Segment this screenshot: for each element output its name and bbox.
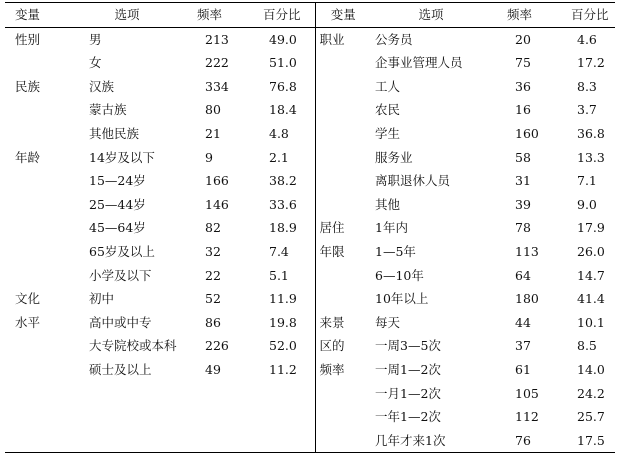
cell-frequency-right: 16 <box>515 102 531 118</box>
table-row <box>5 169 615 193</box>
cell-frequency-right: 31 <box>515 173 531 189</box>
cell-frequency-left: 222 <box>205 55 229 71</box>
table-body <box>5 27 615 453</box>
cell-option-left <box>69 429 185 453</box>
cell-frequency-left: 21 <box>205 125 221 141</box>
respondent-statistics-table <box>5 2 615 453</box>
cell-frequency-left: 32 <box>205 243 221 259</box>
header-frequency-left: 频率 <box>197 7 223 22</box>
cell-frequency-left: 86 <box>205 314 221 330</box>
cell-variable-right <box>315 169 367 193</box>
cell-percent-left <box>247 405 315 429</box>
cell-frequency-right: 58 <box>515 149 531 165</box>
cell-frequency-left: 9 <box>205 149 213 165</box>
cell-option-left: 65岁及以上 <box>89 243 155 259</box>
cell-option-right: 一周3—5次 <box>375 338 441 354</box>
cell-variable-right <box>315 382 367 406</box>
cell-percent-right: 17.5 <box>577 432 605 448</box>
cell-variable-right <box>315 98 367 122</box>
cell-variable-left: 文化 <box>15 291 41 307</box>
table-row <box>5 264 615 288</box>
cell-variable-right: 频率 <box>315 358 367 382</box>
cell-option-right: 每天 <box>375 314 401 330</box>
cell-percent-left: 49.0 <box>269 31 297 47</box>
cell-option-right: 学生 <box>375 125 401 141</box>
cell-option-right: 离职退休人员 <box>375 173 451 189</box>
cell-variable-right: 年限 <box>315 240 367 264</box>
cell-percent-left: 52.0 <box>269 338 297 354</box>
cell-option-left: 25—44岁 <box>89 196 146 212</box>
cell-variable-left: 年龄 <box>15 149 41 165</box>
cell-variable-right: 区的 <box>315 334 367 358</box>
cell-percent-left: 18.9 <box>269 220 297 236</box>
cell-option-right: 公务员 <box>375 31 413 47</box>
cell-variable-left: 水平 <box>15 314 41 330</box>
cell-option-right: 一年1—2次 <box>375 409 441 425</box>
cell-percent-right: 17.2 <box>577 55 605 71</box>
cell-frequency-right: 105 <box>515 385 539 401</box>
table-row <box>5 146 615 170</box>
cell-frequency-right: 37 <box>515 338 531 354</box>
cell-variable-right: 职业 <box>315 27 367 51</box>
table-row <box>5 382 615 406</box>
table-row <box>5 75 615 99</box>
cell-percent-left: 76.8 <box>269 78 297 94</box>
cell-variable-right <box>315 146 367 170</box>
cell-variable-right <box>315 193 367 217</box>
cell-variable-left <box>5 334 69 358</box>
cell-option-left: 蒙古族 <box>89 102 127 118</box>
cell-option-left: 高中或中专 <box>89 314 152 330</box>
cell-frequency-left: 226 <box>205 338 229 354</box>
cell-option-right: 1年内 <box>375 220 408 236</box>
cell-option-right: 企事业管理人员 <box>375 55 463 71</box>
cell-variable-right: 居住 <box>315 216 367 240</box>
header-variable-right: 变量 <box>315 3 367 28</box>
cell-percent-right: 7.1 <box>577 173 597 189</box>
cell-percent-right: 8.3 <box>577 78 597 94</box>
cell-percent-right: 41.4 <box>577 291 605 307</box>
cell-frequency-right: 78 <box>515 220 531 236</box>
cell-frequency-right: 61 <box>515 361 531 377</box>
cell-frequency-left <box>185 405 247 429</box>
cell-option-left: 大专院校或本科 <box>89 338 177 354</box>
cell-option-left: 男 <box>89 31 102 47</box>
cell-percent-right: 13.3 <box>577 149 605 165</box>
cell-option-right: 工人 <box>375 78 401 94</box>
cell-option-left: 14岁及以下 <box>89 149 155 165</box>
cell-variable-right <box>315 405 367 429</box>
cell-variable-left: 民族 <box>15 78 41 94</box>
cell-percent-left: 11.2 <box>269 361 297 377</box>
cell-percent-right: 8.5 <box>577 338 597 354</box>
cell-frequency-left: 146 <box>205 196 229 212</box>
cell-variable-left <box>5 51 69 75</box>
cell-option-left: 初中 <box>89 291 115 307</box>
cell-option-left <box>69 382 185 406</box>
cell-percent-right: 14.0 <box>577 361 605 377</box>
cell-variable-left <box>5 98 69 122</box>
cell-percent-left: 4.8 <box>269 125 289 141</box>
header-frequency-right: 频率 <box>507 7 533 22</box>
table-row <box>5 216 615 240</box>
cell-variable-right <box>315 287 367 311</box>
table-row <box>5 311 615 335</box>
cell-option-left: 其他民族 <box>89 125 140 141</box>
cell-percent-left: 11.9 <box>269 291 297 307</box>
cell-option-left: 汉族 <box>89 78 115 94</box>
header-row <box>5 3 615 28</box>
table-row <box>5 405 615 429</box>
cell-frequency-right: 36 <box>515 78 531 94</box>
cell-percent-right: 17.9 <box>577 220 605 236</box>
cell-variable-left <box>5 240 69 264</box>
cell-frequency-left: 52 <box>205 291 221 307</box>
cell-frequency-left: 49 <box>205 361 221 377</box>
cell-frequency-left: 80 <box>205 102 221 118</box>
cell-percent-right: 25.7 <box>577 409 605 425</box>
cell-frequency-left <box>185 382 247 406</box>
cell-variable-left <box>5 382 69 406</box>
cell-percent-right: 4.6 <box>577 31 597 47</box>
cell-option-left: 15—24岁 <box>89 173 146 189</box>
cell-percent-right: 24.2 <box>577 385 605 401</box>
table-row <box>5 27 615 51</box>
cell-variable-right <box>315 122 367 146</box>
header-option-left: 选项 <box>114 7 140 22</box>
cell-percent-left: 51.0 <box>269 55 297 71</box>
cell-percent-left: 33.6 <box>269 196 297 212</box>
cell-percent-right: 36.8 <box>577 125 605 141</box>
cell-option-right: 一月1—2次 <box>375 385 441 401</box>
cell-percent-left <box>247 429 315 453</box>
cell-frequency-right: 76 <box>515 432 531 448</box>
cell-variable-left <box>5 216 69 240</box>
cell-variable-left <box>5 193 69 217</box>
cell-frequency-right: 113 <box>515 243 539 259</box>
cell-variable-left <box>5 264 69 288</box>
cell-option-left: 硕士及以上 <box>89 361 152 377</box>
cell-option-right: 1—5年 <box>375 243 416 259</box>
table-row <box>5 98 615 122</box>
table-row <box>5 334 615 358</box>
cell-frequency-right: 44 <box>515 314 531 330</box>
cell-variable-right: 来景 <box>315 311 367 335</box>
cell-percent-right: 14.7 <box>577 267 605 283</box>
cell-variable-right <box>315 51 367 75</box>
header-option-right: 选项 <box>418 7 444 22</box>
cell-frequency-left: 166 <box>205 173 229 189</box>
cell-option-left: 女 <box>89 55 102 71</box>
cell-percent-right: 3.7 <box>577 102 597 118</box>
header-percent-right: 百分比 <box>571 7 609 22</box>
cell-frequency-right: 39 <box>515 196 531 212</box>
cell-option-left: 45—64岁 <box>89 220 146 236</box>
cell-option-right: 其他 <box>375 196 401 212</box>
cell-option-left <box>69 405 185 429</box>
table-row <box>5 193 615 217</box>
table-row <box>5 51 615 75</box>
cell-frequency-right: 160 <box>515 125 539 141</box>
cell-percent-right: 9.0 <box>577 196 597 212</box>
cell-variable-left <box>5 358 69 382</box>
cell-variable-left <box>5 169 69 193</box>
header-variable-left: 变量 <box>15 7 41 22</box>
cell-variable-right <box>315 264 367 288</box>
cell-percent-left <box>247 382 315 406</box>
cell-percent-right: 10.1 <box>577 314 605 330</box>
header-percent-left: 百分比 <box>263 7 301 22</box>
cell-frequency-right: 75 <box>515 55 531 71</box>
cell-frequency-left: 213 <box>205 31 229 47</box>
cell-option-right: 一周1—2次 <box>375 361 441 377</box>
cell-variable-right <box>315 429 367 453</box>
cell-option-right: 几年才来1次 <box>375 432 446 448</box>
cell-variable-left <box>5 122 69 146</box>
cell-percent-left: 19.8 <box>269 314 297 330</box>
cell-frequency-right: 180 <box>515 291 539 307</box>
cell-option-right: 6—10年 <box>375 267 424 283</box>
cell-frequency-right: 20 <box>515 31 531 47</box>
cell-frequency-left: 22 <box>205 267 221 283</box>
cell-frequency-right: 64 <box>515 267 531 283</box>
table-header <box>5 3 615 28</box>
cell-percent-left: 5.1 <box>269 267 289 283</box>
cell-percent-left: 2.1 <box>269 149 289 165</box>
cell-frequency-left: 334 <box>205 78 229 94</box>
cell-frequency-left: 82 <box>205 220 221 236</box>
cell-option-right: 服务业 <box>375 149 413 165</box>
table-row <box>5 240 615 264</box>
cell-percent-left: 7.4 <box>269 243 289 259</box>
cell-percent-left: 18.4 <box>269 102 297 118</box>
cell-option-right: 农民 <box>375 102 401 118</box>
cell-variable-right <box>315 75 367 99</box>
cell-variable-left <box>5 405 69 429</box>
cell-frequency-left <box>185 429 247 453</box>
cell-percent-right: 26.0 <box>577 243 605 259</box>
table-row <box>5 287 615 311</box>
table-row <box>5 429 615 453</box>
table-row <box>5 358 615 382</box>
cell-frequency-right: 112 <box>515 409 539 425</box>
cell-variable-left: 性别 <box>15 31 41 47</box>
cell-variable-left <box>5 429 69 453</box>
cell-percent-left: 38.2 <box>269 173 297 189</box>
cell-option-left: 小学及以下 <box>89 267 152 283</box>
cell-option-right: 10年以上 <box>375 291 429 307</box>
table-row <box>5 122 615 146</box>
